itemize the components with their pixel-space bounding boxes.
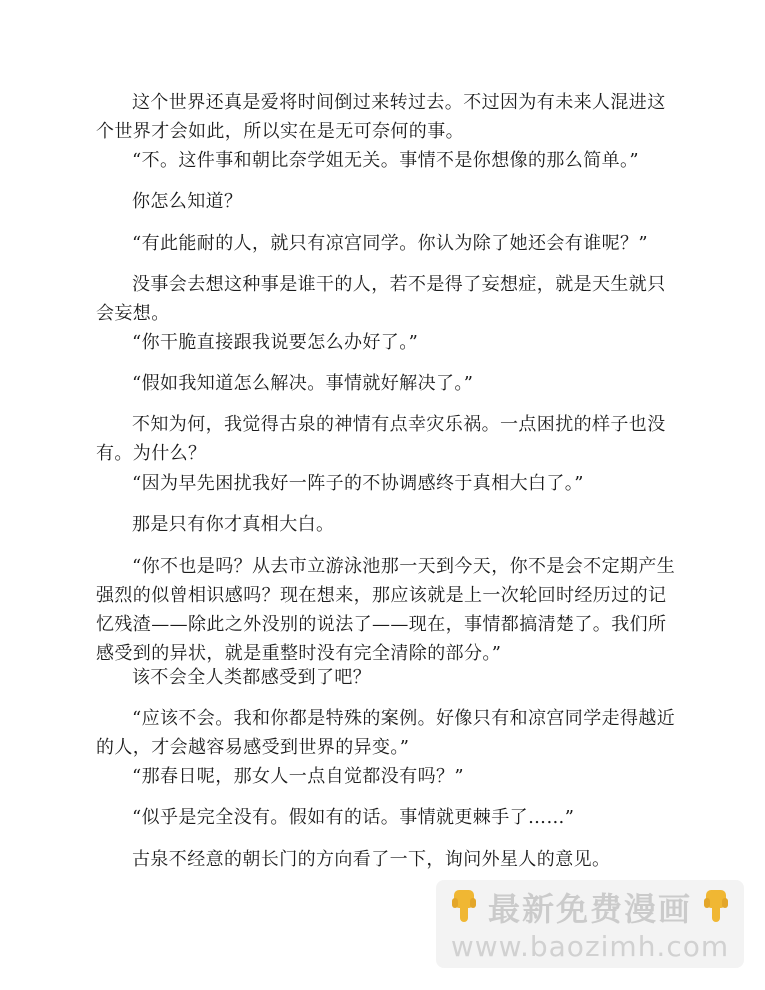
- paragraph-13: “应该不会。我和你都是特殊的案例。好像只有和凉宫同学走得越近的人，才会越容易感受到世界的异变。”: [96, 708, 676, 758]
- paragraph-16: 古泉不经意的朝长门的方向看了一下，询问外星人的意见。: [132, 849, 611, 870]
- paragraph-14: “那春日呢，那女人一点自觉都没有吗？”: [132, 766, 465, 787]
- paragraph-7: “假如我知道怎么解决。事情就好解决了。”: [132, 373, 474, 394]
- paragraph-9: “因为早先困扰我好一阵子的不协调感终于真相大白了。”: [132, 473, 584, 494]
- paragraph-15: “似乎是完全没有。假如有的话。事情就更棘手了……”: [132, 807, 575, 828]
- paragraph-1: 这个世界还真是爱将时间倒过来转过去。不过因为有未来人混进这个世界才会如此，所以实在是无可奈何的事。: [96, 92, 666, 142]
- paragraph-3: 你怎么知道？: [132, 191, 243, 212]
- paragraph-6: “你干脆直接跟我说要怎么办好了。”: [132, 332, 419, 353]
- paragraph-4: “有此能耐的人，就只有凉宫同学。你认为除了她还会有谁呢？”: [132, 233, 649, 254]
- paragraph-8: 不知为何，我觉得古泉的神情有点幸灾乐祸。一点困扰的样子也没有。为什么？: [96, 414, 666, 464]
- paragraph-10: 那是只有你才真相大白。: [132, 514, 335, 535]
- pointing-down-hand-icon: [448, 888, 480, 926]
- pointing-down-hand-icon: [700, 888, 732, 926]
- paragraph-12: 该不会全人类都感受到了吧？: [132, 667, 372, 688]
- watermark: [436, 880, 744, 968]
- paragraph-2: “不。这件事和朝比奈学姐无关。事情不是你想像的那么简单。”: [132, 150, 640, 171]
- watermark-url: www.baozimh.com: [450, 930, 730, 963]
- watermark-title-row: [436, 886, 744, 928]
- paragraph-5: 没事会去想这种事是谁干的人，若不是得了妄想症，就是天生就只会妄想。: [96, 274, 666, 324]
- paragraph-11: “你不也是吗？从去市立游泳池那一天到今天，你不是会不定期产生强烈的似曾相识感吗？现在想来，那应该就是上一次轮回时经历过的记忆残渣——除此之外没别的说法了——现在，事情都搞清楚了。我们所感受到的异状，就是重整时没有完全清除的部分。”: [96, 556, 676, 664]
- watermark-title: 最新免费漫画: [487, 890, 692, 928]
